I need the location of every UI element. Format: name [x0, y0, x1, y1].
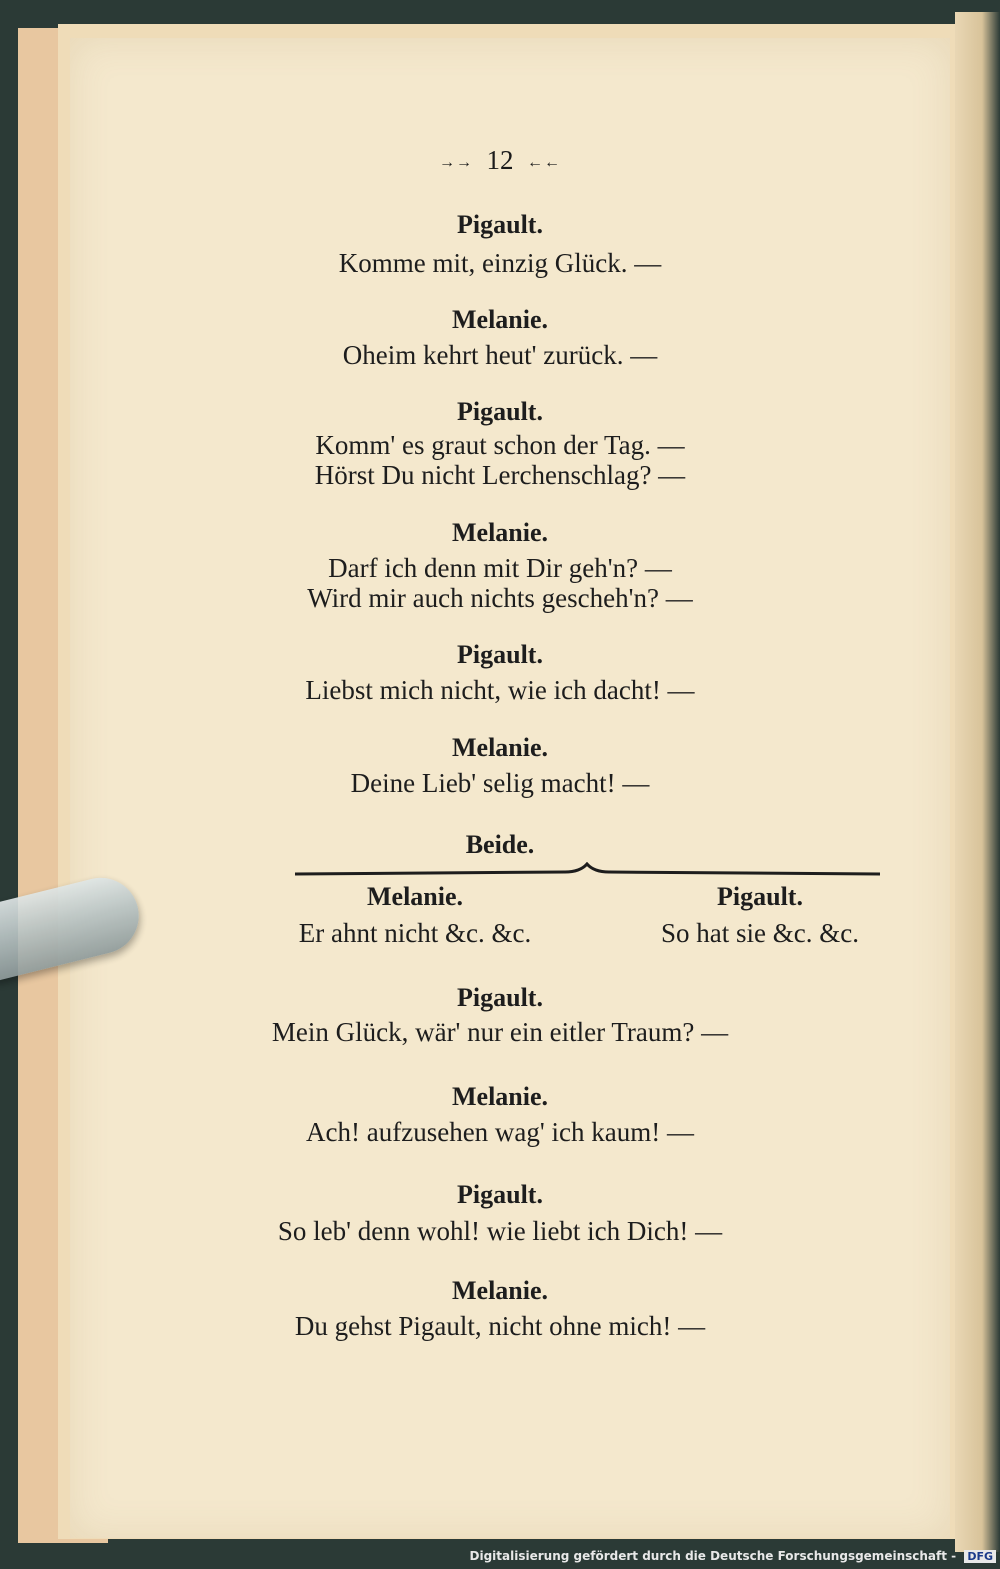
speaker-name: Pigault.	[457, 640, 543, 669]
speaker-name: Melanie.	[451, 305, 549, 334]
duet-left-speaker: Melanie.	[366, 882, 464, 911]
verse-line: Wird mir auch nichts gescheh'n? —	[307, 583, 693, 613]
duet-left-line: Er ahnt nicht &c. &c.	[298, 918, 532, 948]
speaker-name: Melanie.	[451, 518, 549, 547]
duet-brace	[295, 862, 880, 882]
digitization-footer	[470, 1549, 996, 1569]
verse-line: So leb' denn wohl! wie liebt ich Dich! —	[277, 1216, 723, 1246]
verse-line: Mein Glück, wär' nur ein eitler Traum? —	[271, 1017, 729, 1047]
speaker-name: Pigault.	[457, 1180, 543, 1209]
speaker-name: Melanie.	[451, 1082, 549, 1111]
dfg-logo: DFG	[964, 1550, 996, 1563]
verse-line: Oheim kehrt heut' zurück. —	[342, 340, 658, 370]
verse-line: Ach! aufzusehen wag' ich kaum! —	[306, 1117, 694, 1147]
speaker-name: Pigault.	[457, 210, 543, 239]
verse-line: Liebst mich nicht, wie ich dacht! —	[305, 675, 695, 705]
page-number: 12	[486, 145, 514, 175]
verse-line: Darf ich denn mit Dir geh'n? —	[328, 553, 672, 583]
ornament-left: →→	[439, 153, 473, 171]
speaker-name: Melanie.	[451, 733, 549, 762]
verse-line: Deine Lieb' selig macht! —	[350, 768, 650, 798]
speaker-name: Pigault.	[457, 397, 543, 426]
duet-right-speaker: Pigault.	[717, 882, 803, 911]
speaker-name: Pigault.	[457, 983, 543, 1012]
duet-right-line: So hat sie &c. &c.	[661, 918, 859, 948]
verse-line: Du gehst Pigault, nicht ohne mich! —	[294, 1311, 706, 1341]
page-number-header	[0, 145, 1000, 176]
verse-line: Hörst Du nicht Lerchenschlag? —	[314, 460, 686, 490]
footer-text: Digitalisierung gefördert durch die Deutsche Forschungsgemeinschaft -	[469, 1549, 957, 1563]
verse-line: Komme mit, einzig Glück. —	[338, 248, 662, 278]
speaker-name: Beide.	[465, 830, 535, 859]
ornament-right: ←←	[527, 153, 561, 171]
speaker-name: Melanie.	[451, 1276, 549, 1305]
verse-line: Komm' es graut schon der Tag. —	[315, 430, 685, 460]
